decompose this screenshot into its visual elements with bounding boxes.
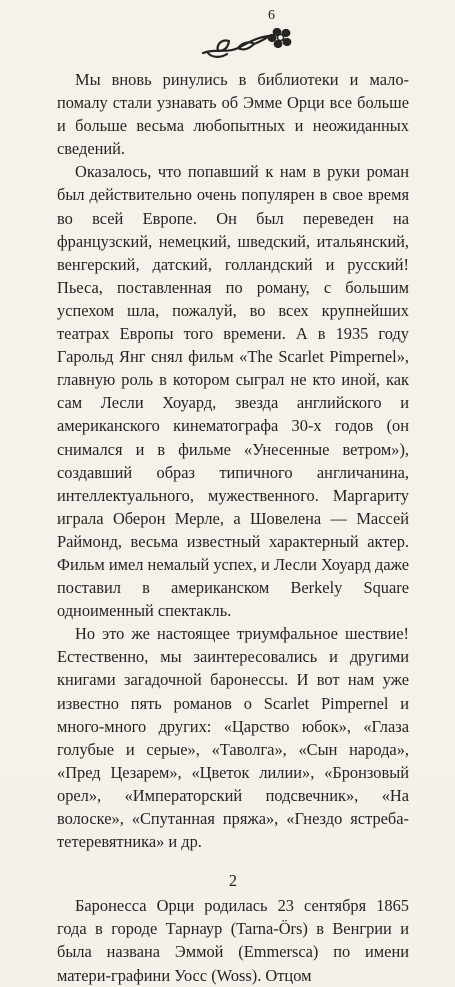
paragraph-1: Мы вновь ринулись в библиотеки и мало-помалу стали узнавать об Эмме Орци все больше и больше весьма любопытных и неожиданных сведений. xyxy=(57,70,409,159)
body-text xyxy=(57,68,409,987)
page-number: 6 xyxy=(268,8,275,23)
section-paragraph: Баронесса Орци родилась 23 сентября 1865 года в городе Тарнаур (Tarna-Örs) в Венгрии и была названа Эммой (Emmersca) по имени матери-графини Уосс (Woss). Отцом xyxy=(57,896,409,985)
page-header xyxy=(0,8,455,62)
paragraph-2: Оказалось, что попавший к нам в руки роман был действительно очень популярен в свое время во всей Европе. Он был переведен на французский, немецкий, шведский, итальянский, венгерский, датский, голландский и русский! Пьеса, поставленная по роману, с большим успехом шла, пожалуй, во всех крупнейших театрах Европы того времени. А в 1935 году Гарольд Янг снял фильм «The Scarlet Pimpernel», главную роль в котором сыграл не кто иной, как сам Лесли Хоуард, звезда английского и американского кинематографа 30-х годов (он снимался и в фильме «Унесенные ветром»), создавший образ типичного англичанина, интеллектуального, мужественного. Маргариту играла Оберон Мерле, а Шовелена — Массей Раймонд, весьма известный характерный актер. Фильм имел немалый успех, и Лесли Хоуард даже поставил в американском Berkely Square одноименный спектакль. xyxy=(57,162,409,621)
paragraph-3: Но это же настоящее триумфальное шествие! Естественно, мы заинтересовались и другими книгами загадочной баронессы. И вот нам уже известно пять романов о Scarlet Pimpernel и много-много других: «Царство юбок», «Глаза голубые и серые», «Таволга», «Сын народа», «Пред Цезарем», «Цветок лилии», «Бронзовый орел», «Императорский подсвечник», «На волоске», «Спутанная пряжа», «Гнездо ястреба-тетеревятника» и др. xyxy=(57,624,409,852)
section-number: 2 xyxy=(228,871,238,891)
flower-vine-icon xyxy=(198,24,298,60)
